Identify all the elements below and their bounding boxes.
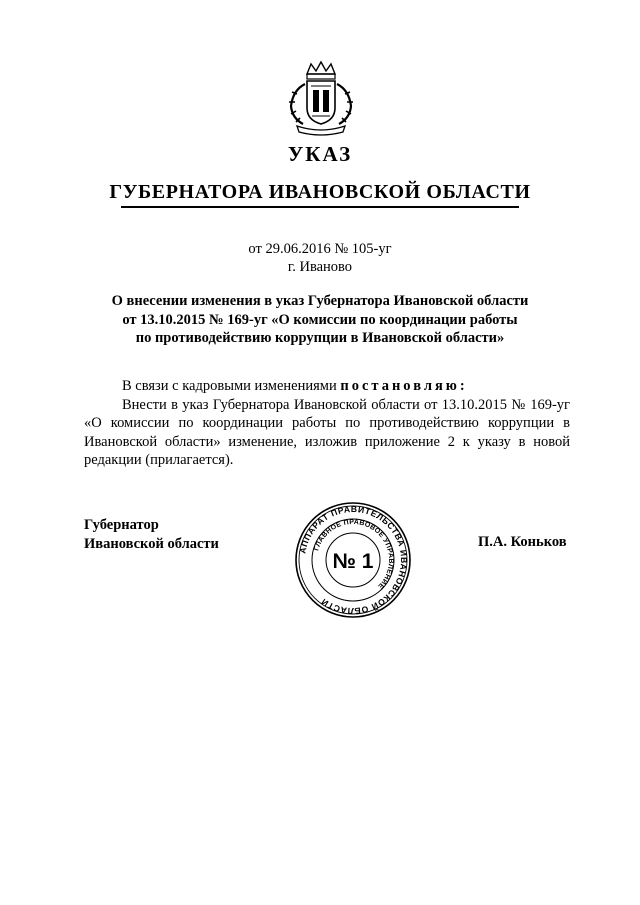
document-body [84,377,570,470]
document-date-number: от 29.06.2016 № 105-уг [248,241,392,257]
authority-underline [121,206,519,208]
signatory-position [84,516,219,553]
issuing-authority: ГУБЕРНАТОРА ИВАНОВСКОЙ ОБЛАСТИ [109,181,531,203]
body-paragraph-2: Внести в указ Губернатора Ивановской области от 13.10.2015 № 169-уг «О комиссии по координации работы по противодействию коррупции в Ивановской области» изменение, изложив приложение 2 к указу в новой редакции (прилагается). [84,396,570,468]
signatory-position-line-1: Губернатор [84,517,159,533]
seal-number: № 1 [332,550,374,573]
subject-line-2: от 13.10.2015 № 169-уг «О комиссии по координации работы [122,311,518,328]
seal-inner-text: ГЛАВНОЕ ПРАВОВОЕ УПРАВЛЕНИЕ [313,518,395,590]
coat-of-arms-icon [283,60,359,138]
body-lead: В связи с кадровыми изменениями [122,378,341,394]
body-decree-word: постановляю: [340,378,468,394]
document-subject [80,292,560,348]
official-stamp-icon [293,500,413,620]
body-paragraph-1 [84,377,570,396]
signatory-name: П.А. Коньков [478,534,567,550]
seal-ring-text: АППАРАТ ПРАВИТЕЛЬСТВА ИВАНОВСКОЙ ОБЛАСТИ [297,503,410,617]
document-type-title: УКАЗ [287,142,353,166]
subject-line-1: О внесении изменения в указ Губернатора Ивановской области [111,293,529,309]
document-city: г. Иваново [287,259,353,275]
signatory-position-line-2: Ивановской области [84,535,219,552]
subject-line-3: по противодействию коррупции в Ивановской области» [135,330,505,346]
